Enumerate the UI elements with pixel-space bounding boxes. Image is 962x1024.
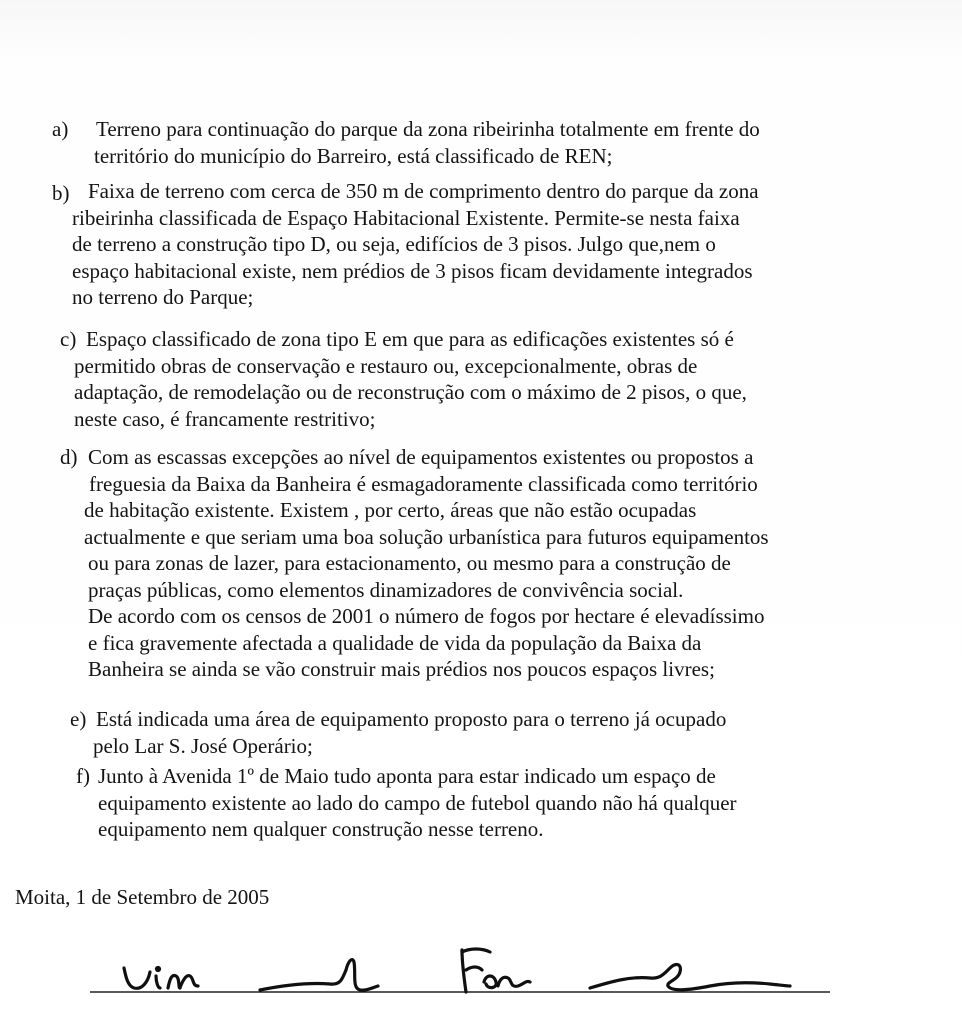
text-line: Banheira se ainda se vão construir mais prédios nos poucos espaços livres;	[88, 657, 715, 681]
text-line: Com as escassas excepções ao nível de equipamentos existentes ou propostos a	[88, 445, 754, 469]
item-marker: f)	[76, 764, 90, 788]
text-line: Terreno para continuação do parque da zona ribeirinha totalmente em frente do	[96, 117, 760, 141]
text-line: Junto à Avenida 1º de Maio tudo aponta para estar indicado um espaço de	[98, 764, 716, 788]
item-text	[93, 706, 890, 759]
text-line: Está indicada uma área de equipamento proposto para o terreno já ocupado	[96, 707, 727, 731]
item-marker: d)	[60, 445, 78, 469]
item-marker: c)	[60, 327, 77, 351]
list-item-d	[60, 444, 920, 683]
text-line: freguesia da Baixa da Banheira é esmagadoramente classificada como território	[89, 471, 758, 496]
list-item-f	[76, 763, 896, 843]
item-text	[74, 326, 915, 432]
text-line: ribeirinha classificada de Espaço Habitacional Existente. Permite-se nesta faixa	[72, 205, 740, 230]
item-text	[72, 178, 920, 311]
text-line: praças públicas, como elementos dinamizadores de convivência social.	[88, 577, 684, 602]
item-text	[96, 116, 917, 169]
text-line: permitido obras de conservação e restauro ou, excepcionalmente, obras de	[74, 353, 698, 378]
text-line: de habitação existente. Existem , por certo, áreas que não estão ocupadas	[84, 498, 697, 522]
text-line: equipamento nem qualquer construção nesse terreno.	[98, 817, 544, 841]
text-line: de terreno a construção tipo D, ou seja, edifícios de 3 pisos. Julgo que,nem o	[72, 232, 716, 256]
text-line: adaptação, de remodelação ou de reconstrução com o máximo de 2 pisos, o que,	[74, 380, 747, 404]
item-marker: b)	[52, 181, 70, 205]
item-text	[98, 763, 896, 843]
list-item-a	[52, 116, 917, 169]
text-line: ou para zonas de lazer, para estacionamento, ou mesmo para a construção de	[88, 551, 731, 575]
text-line: território do município do Barreiro, está classificado de REN;	[94, 143, 613, 168]
text-line: no terreno do Parque;	[72, 285, 254, 309]
text-line: e fica gravemente afectada a qualidade de vida da população da Baixa da	[88, 630, 702, 655]
text-line: equipamento existente ao lado do campo de futebol quando não há qualquer	[98, 790, 737, 815]
text-line: espaço habitacional existe, nem prédios de 3 pisos ficam devidamente integrados	[72, 258, 753, 283]
text-line: Espaço classificado de zona tipo E em que para as edificações existentes só é	[86, 327, 734, 351]
list-item-c	[60, 326, 915, 432]
item-marker: a)	[52, 117, 69, 141]
text-line: Faixa de terreno com cerca de 350 m de comprimento dentro do parque da zona	[88, 179, 759, 203]
place-date: Moita, 1 de Setembro de 2005	[15, 885, 270, 909]
text-line: actualmente e que seriam uma boa solução urbanística para futuros equipamentos	[84, 524, 769, 549]
item-marker: e)	[70, 707, 87, 731]
signature	[90, 930, 850, 1010]
list-item-e	[70, 706, 890, 759]
signature-scribble	[124, 949, 790, 992]
text-line: pelo Lar S. José Operário;	[93, 733, 313, 758]
text-line: neste caso, é francamente restritivo;	[74, 406, 376, 431]
text-line: De acordo com os censos de 2001 o número de fogos por hectare é elevadíssimo	[88, 604, 765, 628]
item-text	[84, 444, 920, 683]
list-item-b	[52, 178, 920, 311]
